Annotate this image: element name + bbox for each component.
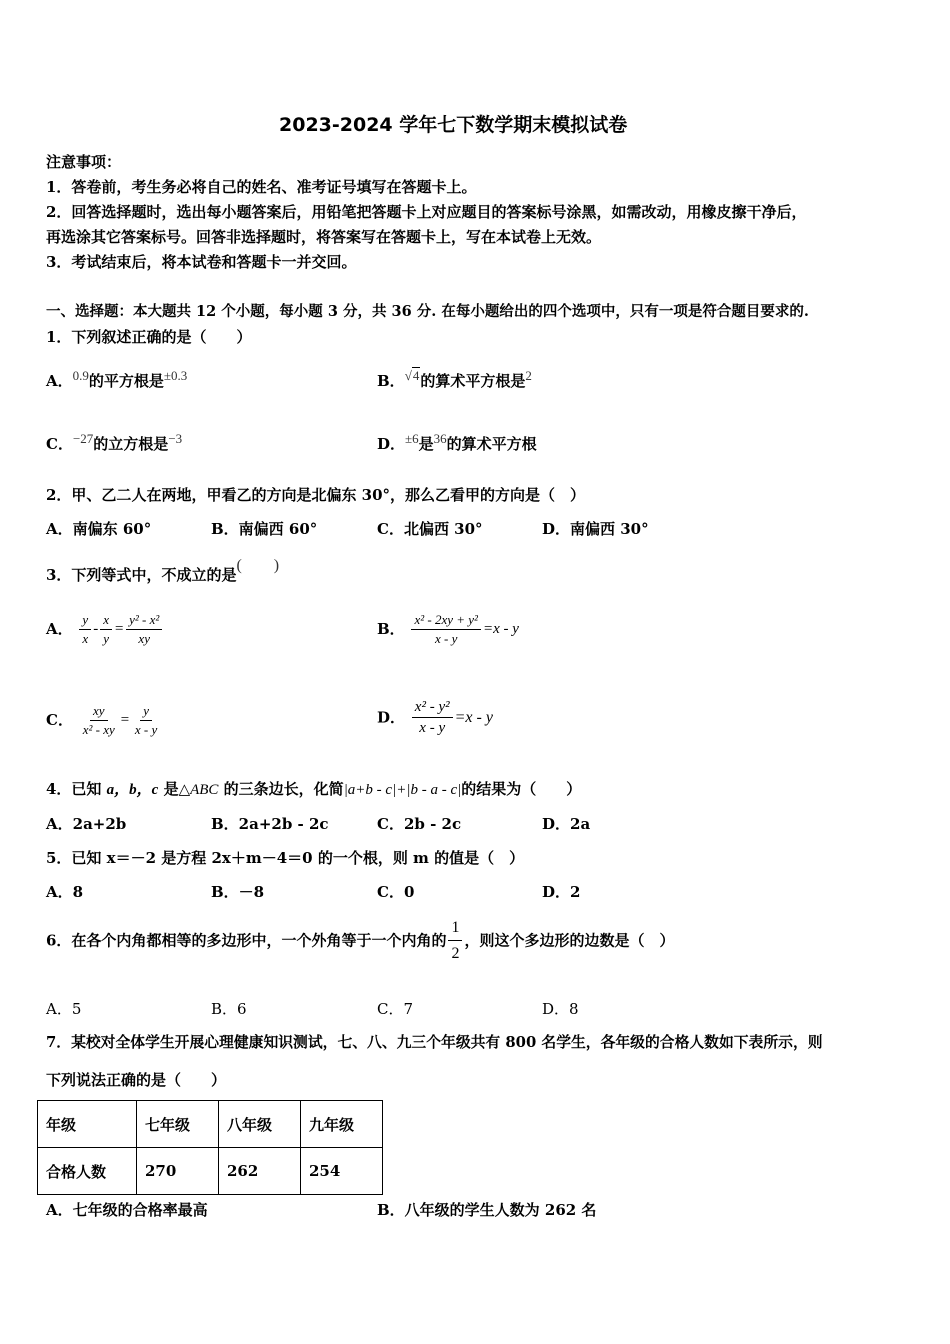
question-text: ，则这个多边形的边数是（ ）	[464, 931, 675, 950]
denominator: x - y	[419, 720, 446, 736]
question-7-stem: 7．某校对全体学生开展心理健康知识测试，七、八、九三个年级共有 800 名学生，各年级的合格人数如下表所示，则	[46, 1034, 823, 1051]
math-value: 2	[525, 368, 532, 383]
q6-option-b: B．6	[211, 1000, 247, 1018]
q7-option-a: A．七年级的合格率最高	[46, 1201, 208, 1219]
q2-option-b: B．南偏西 60°	[211, 520, 318, 538]
denominator: xy	[138, 630, 150, 646]
numerator: xy	[90, 703, 108, 721]
page-title: 2023-2024 学年七下数学期末模拟试卷	[279, 114, 628, 136]
section-heading: 一、选择题：本大题共 12 个小题，每小题 3 分，共 36 分. 在每小题给出的四个选项中，只有一项是符合题目要求的.	[46, 303, 809, 320]
option-label: A．	[46, 372, 73, 390]
operator: -	[93, 621, 99, 638]
math-value: 36	[433, 431, 447, 446]
q6-option-d: D．8	[542, 1000, 579, 1018]
table-header-cell: 年级	[38, 1101, 137, 1148]
q3-option-d	[377, 698, 493, 737]
q1-option-a	[46, 368, 188, 390]
option-label: A．	[46, 620, 73, 639]
q4-option-a: A．2a+2b	[46, 815, 127, 833]
notes-heading: 注意事项：	[46, 153, 122, 171]
q5-option-d: D．2	[542, 883, 581, 901]
math-value: −27	[72, 431, 94, 446]
q6-option-c: C．7	[377, 1000, 414, 1018]
fraction	[126, 612, 162, 646]
question-text: 6．在各个内角都相等的多边形中，一个外角等于一个内角的	[46, 931, 447, 950]
question-7-stem-continued: 下列说法正确的是（ ）	[46, 1071, 227, 1089]
question-3-stem	[46, 557, 280, 585]
math-value: ±0.3	[163, 368, 188, 383]
table-row	[38, 1148, 383, 1195]
q4-option-b: B．2a+2b - 2c	[211, 815, 329, 833]
math-expression: |a+b - c|+|b - a - c|	[343, 782, 462, 798]
fraction	[132, 703, 160, 737]
q3-option-a	[46, 612, 164, 646]
option-label: B．	[377, 620, 405, 639]
table-header-row	[38, 1101, 383, 1148]
denominator: x - y	[435, 630, 458, 646]
option-text: 是	[418, 435, 434, 453]
note-item: 再选涂其它答案标号。回答非选择题时，将答案写在答题卡上，写在本试卷上无效。	[46, 228, 602, 246]
q5-option-a: A．8	[46, 883, 84, 901]
note-item: 1．答卷前，考生务必将自己的姓名、准考证号填写在答题卡上。	[46, 178, 477, 196]
q5-option-c: C．0	[377, 883, 415, 901]
question-6-stem	[46, 918, 674, 963]
math-triangle: ABC	[190, 782, 219, 798]
q1-option-b	[377, 368, 532, 390]
denominator: 2	[451, 945, 460, 963]
option-label: D．	[377, 708, 406, 727]
fraction	[79, 612, 91, 646]
math-value: ±6	[405, 431, 419, 446]
denominator: y	[103, 630, 109, 646]
numerator: x² - 2xy + y²	[411, 612, 480, 630]
table-cell: 合格人数	[38, 1148, 137, 1195]
q2-option-c: C．北偏西 30°	[377, 520, 483, 538]
equation-rhs: =x - y	[454, 708, 493, 726]
option-label: D．	[377, 435, 406, 453]
option-label: B．	[377, 372, 405, 390]
pass-count-table	[37, 1100, 383, 1195]
radicand: 4	[412, 368, 420, 383]
question-text: 4．已知	[46, 780, 107, 798]
q4-option-d: D．2a	[542, 815, 591, 833]
numerator: y² - x²	[126, 612, 162, 630]
sqrt-expression: √4	[404, 368, 420, 383]
q6-option-a: A．5	[46, 1000, 82, 1018]
q1-option-c	[46, 431, 183, 453]
option-label: C．	[46, 711, 73, 730]
question-1-stem: 1．下列叙述正确的是（ ）	[46, 328, 252, 346]
fraction	[448, 918, 462, 963]
question-text: 是△	[158, 780, 191, 798]
note-item: 2．回答选择题时，选出每小题答案后，用铅笔把答题卡上对应题目的答案标号涂黑，如需改动，用橡皮擦干净后，	[46, 203, 807, 221]
table-cell: 254	[301, 1148, 383, 1195]
option-text: 的算术平方根是	[420, 372, 526, 390]
q3-option-b	[377, 612, 519, 646]
option-text: 的立方根是	[93, 435, 169, 453]
q2-option-d: D．南偏西 30°	[542, 520, 649, 538]
equals-sign: =	[119, 712, 130, 729]
numerator: x	[100, 612, 112, 630]
equation-rhs: =x - y	[482, 621, 519, 638]
fraction	[100, 612, 112, 646]
table-header-cell: 九年级	[301, 1101, 383, 1148]
numerator: 1	[448, 918, 462, 941]
numerator: x² - y²	[412, 698, 453, 718]
question-4-stem	[46, 780, 581, 799]
option-label: C．	[46, 435, 73, 453]
math-value: −3	[168, 431, 183, 446]
option-text: 的平方根是	[88, 372, 164, 390]
option-text: 的算术平方根	[446, 435, 537, 453]
fraction	[411, 612, 480, 646]
numerator: y	[79, 612, 91, 630]
table-cell: 262	[219, 1148, 301, 1195]
math-value: 0.9	[72, 368, 89, 383]
numerator: y	[140, 703, 152, 721]
table-header-cell: 七年级	[137, 1101, 219, 1148]
q1-option-d	[377, 431, 537, 453]
table-cell: 270	[137, 1148, 219, 1195]
fraction	[80, 703, 118, 737]
math-vars: a，b，c	[106, 782, 159, 798]
note-item: 3．考试结束后，将本试卷和答题卡一并交回。	[46, 253, 357, 271]
answer-paren: ( )	[236, 557, 280, 574]
q3-option-c	[46, 703, 162, 737]
q7-option-b: B．八年级的学生人数为 262 名	[377, 1201, 597, 1219]
table-header-cell: 八年级	[219, 1101, 301, 1148]
denominator: x - y	[134, 721, 158, 737]
denominator: x² - xy	[82, 721, 115, 737]
question-5-stem: 5．已知 x＝－2 是方程 2x＋m－4＝0 的一个根，则 m 的值是（ ）	[46, 849, 525, 867]
denominator: x	[82, 630, 89, 646]
q5-option-b: B．－8	[211, 883, 265, 901]
fraction	[412, 698, 453, 737]
equals-sign: =	[113, 621, 125, 638]
question-text: 的三条边长，化简	[218, 780, 344, 798]
question-text: 3．下列等式中，不成立的是	[46, 566, 237, 584]
q4-option-c: C．2b - 2c	[377, 815, 462, 833]
question-2-stem: 2．甲、乙二人在两地，甲看乙的方向是北偏东 30°，那么乙看甲的方向是（ ）	[46, 486, 586, 504]
question-text: 的结果为（ ）	[461, 780, 582, 798]
q2-option-a: A．南偏东 60°	[46, 520, 152, 538]
